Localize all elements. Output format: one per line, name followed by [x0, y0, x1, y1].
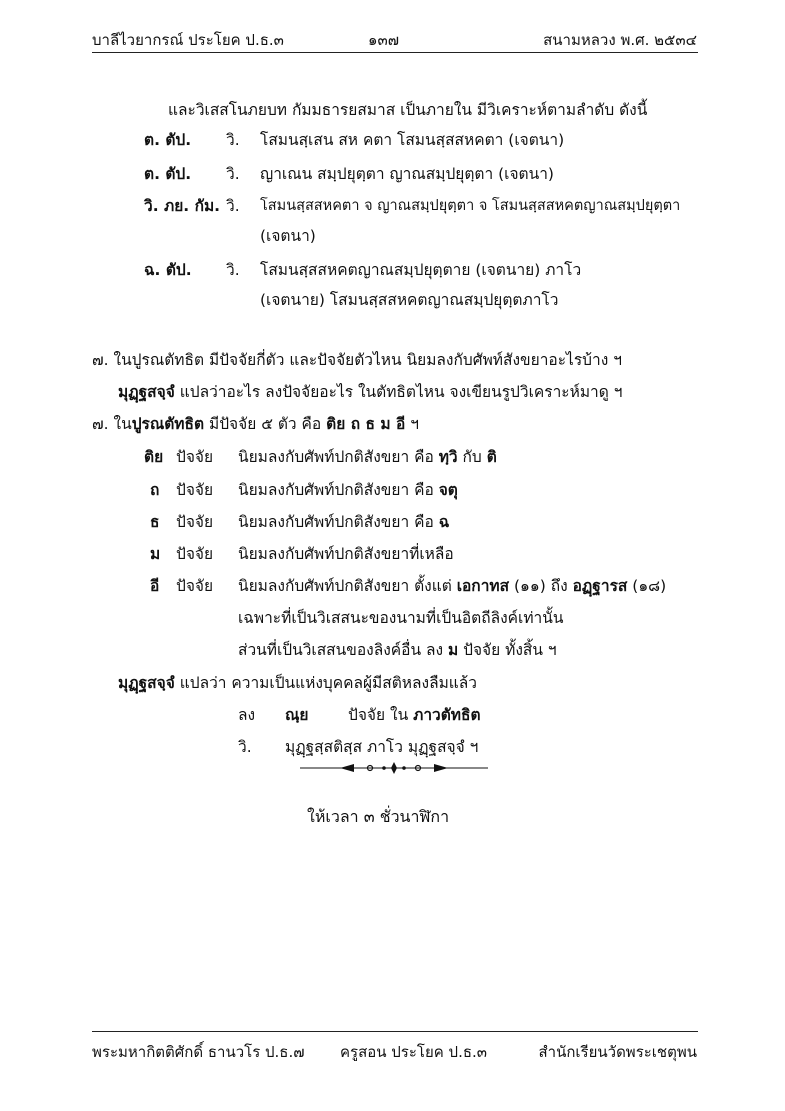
lang-label: ลง	[238, 706, 256, 724]
suffix-word: ปัจจัย	[176, 448, 214, 466]
question-line-2	[118, 382, 622, 402]
row-mark: วิ.	[226, 261, 240, 279]
header-right: สนามหลวง พ.ศ. ๒๕๓๔	[543, 31, 697, 49]
suffix-name: ติย	[144, 448, 164, 466]
answer-word: มุฏฺฐสจฺจํ	[118, 674, 175, 692]
answer-mid: มีปัจจัย ๕ ตัว คือ	[204, 415, 327, 433]
row-cont: (เจตนา)	[260, 227, 316, 245]
row-text: ญาเณน สมฺปยุตฺตา ญาณสมฺปยุตฺตา (เจตนา)	[260, 165, 554, 183]
question-word: มุฏฺฐสจฺจํ	[118, 383, 175, 401]
suffix-word: ปัจจัย	[176, 481, 214, 499]
word-meaning: มุฏฺฐสจฺจํ แปลว่า ความเป็นแห่งบุคคลผู้มีสติหลงลืมแล้ว	[118, 674, 477, 692]
row-label: ต. ตัป.	[144, 131, 192, 149]
lang-suffix: ณฺย	[285, 706, 309, 724]
answer-line	[92, 414, 419, 434]
row-text: โสมนสฺสสหคตญาณสมฺปยุตฺตาย (เจตนาย) ภาโว	[260, 261, 582, 279]
suffix-word: ปัจจัย	[176, 577, 214, 595]
suffix-name: ม	[150, 545, 161, 563]
lang-line: ปัจจัย ใน ภาวตัทธิต	[348, 706, 481, 724]
row-mark: วิ.	[226, 165, 240, 183]
row-text: โสมนสฺเสน สห คตา โสมนสฺสสหคตา (เจตนา)	[260, 131, 565, 149]
answer-list: ติย ถ ธ ม อี	[326, 415, 406, 433]
header-rule	[92, 52, 698, 53]
footer-center: ครูสอน ประโยค ป.ธ.๓	[340, 1043, 488, 1061]
row-cont: (เจตนาย) โสมนสฺสสหคตญาณสมฺปยุตฺตภาโว	[260, 291, 559, 309]
suffix-word: ปัจจัย	[176, 545, 214, 563]
header-left: บาลีไวยากรณ์ ประโยค ป.ธ.๓	[92, 31, 284, 49]
row-label: ต. ตัป.	[144, 165, 192, 183]
suffix-name: ธ	[150, 513, 160, 531]
row-mark: วิ.	[226, 197, 240, 215]
suffix-desc: นิยมลงกับศัพท์ปกติสังขยาที่เหลือ	[238, 545, 454, 563]
suffix-desc: นิยมลงกับศัพท์ปกติสังขยา ตั้งแต่ เอกาทส (๑๑) ถึง อฏฺฐารส (๑๘)	[238, 577, 667, 595]
row-label: ฉ. ตัป.	[144, 261, 192, 279]
row-text: โสมนสฺสสหคตา จ ญาณสมฺปยุตฺตา จ โสมนสฺสสหคตญาณสมฺปยุตฺตา	[260, 198, 681, 214]
question-line-1: ๗. ในปูรณตัทธิต มีปัจจัยกี่ตัว และปัจจัยตัวไหน นิยมลงกับศัพท์สังขยาอะไรบ้าง ฯ	[92, 351, 622, 369]
answer-end: ฯ	[405, 415, 419, 433]
question-rest: แปลว่าอะไร ลงปัจจัยอะไร ในตัทธิตไหน จงเขียนรูปวิเคราะห์มาดู ฯ	[174, 383, 623, 401]
ii-continuation-1: เฉพาะที่เป็นวิเสสนะของนามที่เป็นอิตถีลิงค์เท่านั้น	[238, 609, 564, 627]
footer-right: สำนักเรียนวัดพระเชตุพน	[538, 1043, 697, 1061]
suffix-word: ปัจจัย	[176, 513, 214, 531]
time-note: ให้เวลา ๓ ชั่วนาฬิกา	[307, 807, 450, 826]
row-mark: วิ.	[226, 131, 240, 149]
ii-continuation-2: ส่วนที่เป็นวิเสสนของลิงค์อื่น ลง ม ปัจจัย ทั้งสิ้น ฯ	[238, 641, 557, 659]
answer-term: ปูรณตัทธิต	[131, 415, 205, 433]
suffix-name: ถ	[150, 481, 160, 499]
suffix-desc: นิยมลงกับศัพท์ปกติสังขยา คือ ทฺวิ กับ ติ	[238, 448, 497, 466]
answer-prefix: ๗. ใน	[92, 415, 132, 433]
intro-line: และวิเสสโนภยบท กัมมธารยสมาส เป็นภายใน มีวิเคราะห์ตามลำดับ ดังนี้	[168, 101, 648, 119]
suffix-name: อี	[150, 577, 160, 595]
ornament-divider	[300, 760, 488, 776]
page-number: ๑๓๗	[368, 31, 400, 49]
footer-left: พระมหากิตติศักดิ์ ธานวโร ป.ธ.๗	[92, 1043, 305, 1061]
vi-label: วิ.	[238, 738, 252, 756]
row-label: วิ. ภย. กัม.	[144, 197, 221, 215]
footer-rule	[92, 1031, 698, 1032]
vi-text: มุฏฺฐสฺสติสฺส ภาโว มุฏฺฐสจฺจํ ฯ	[285, 738, 479, 756]
suffix-desc: นิยมลงกับศัพท์ปกติสังขยา คือ จตุ	[238, 481, 458, 499]
suffix-desc: นิยมลงกับศัพท์ปกติสังขยา คือ ฉ	[238, 513, 450, 531]
